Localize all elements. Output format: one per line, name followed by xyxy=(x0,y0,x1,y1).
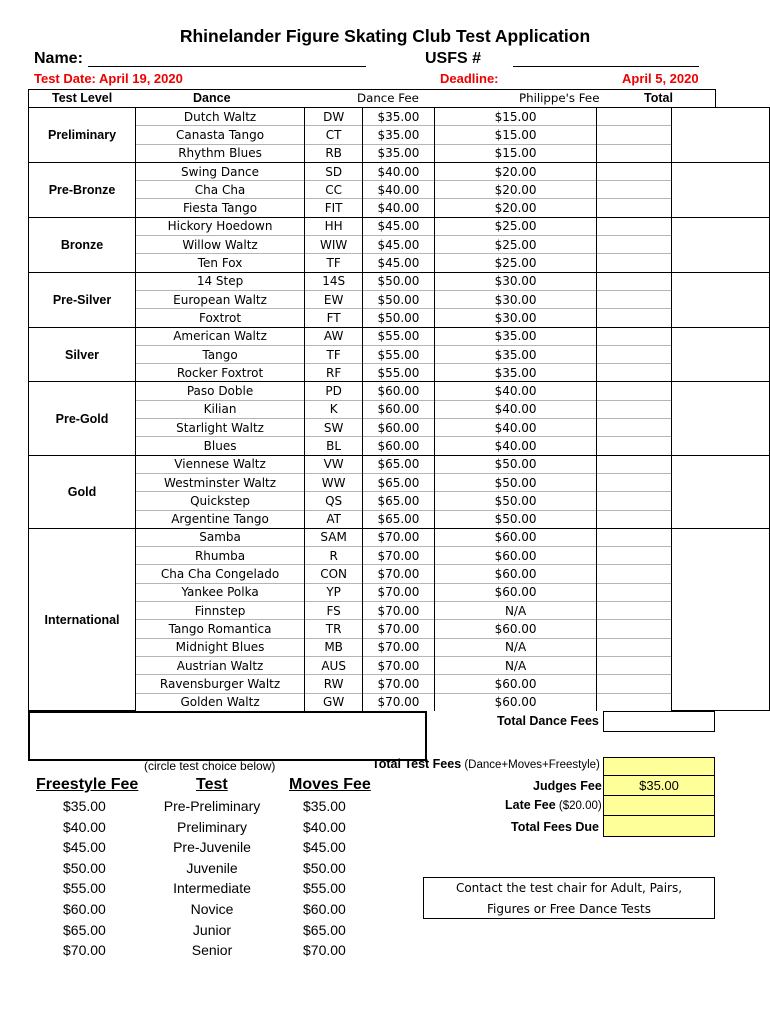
dance-code-cell: CT xyxy=(305,126,363,144)
circle-note: (circle test choice below) xyxy=(144,759,276,773)
table-row xyxy=(29,510,770,528)
level-total-cell[interactable] xyxy=(672,108,770,163)
checkbox-cell[interactable] xyxy=(597,345,672,363)
dance-code-cell: VW xyxy=(305,455,363,473)
dance-fee-cell: $40.00 xyxy=(363,181,434,199)
freestyle-fee-value: $50.00 xyxy=(63,859,106,876)
dance-name-cell: Blues xyxy=(136,437,305,455)
table-row xyxy=(29,492,770,510)
dance-code-cell: RB xyxy=(305,144,363,162)
test-level-cell: Preliminary xyxy=(29,108,136,163)
checkbox-cell[interactable] xyxy=(597,510,672,528)
dance-code-cell: GW xyxy=(305,693,363,711)
dance-code-cell: HH xyxy=(305,217,363,235)
philippe-fee-cell: $60.00 xyxy=(434,620,597,638)
table-row xyxy=(29,217,770,235)
dance-code-cell: SAM xyxy=(305,528,363,546)
freestyle-fee-header: Freestyle Fee xyxy=(36,776,139,793)
total-test-fees-field[interactable] xyxy=(603,757,715,777)
col-header-dance-fee: Dance Fee xyxy=(357,91,419,105)
dance-fee-cell: $70.00 xyxy=(363,693,434,711)
checkbox-cell[interactable] xyxy=(597,565,672,583)
total-fees-due-field[interactable] xyxy=(603,815,715,837)
dance-code-cell: RF xyxy=(305,364,363,382)
late-fee-text: Late Fee xyxy=(505,798,556,812)
table-row xyxy=(29,254,770,272)
dance-name-cell: Cha Cha Congelado xyxy=(136,565,305,583)
table-row xyxy=(29,290,770,308)
dance-fee-cell: $65.00 xyxy=(363,492,434,510)
philippe-fee-cell: $15.00 xyxy=(434,108,597,126)
usfs-field-line[interactable] xyxy=(513,66,699,67)
late-fee-note: ($20.00) xyxy=(555,800,602,812)
checkbox-cell[interactable] xyxy=(597,455,672,473)
philippe-fee-cell: $25.00 xyxy=(434,254,597,272)
dance-code-cell: 14S xyxy=(305,272,363,290)
philippe-fee-cell: $50.00 xyxy=(434,510,597,528)
contact-note-box xyxy=(423,877,715,919)
test-level-cell: Silver xyxy=(29,327,136,382)
test-choice[interactable]: Junior xyxy=(192,921,232,938)
dance-fee-cell: $35.00 xyxy=(363,144,434,162)
dance-name-cell: Fiesta Tango xyxy=(136,199,305,217)
checkbox-cell[interactable] xyxy=(597,181,672,199)
dance-code-cell: TF xyxy=(305,254,363,272)
dance-fee-cell: $70.00 xyxy=(363,547,434,565)
notes-box[interactable] xyxy=(28,711,427,761)
dance-fee-cell: $70.00 xyxy=(363,602,434,620)
philippe-fee-cell: N/A xyxy=(434,602,597,620)
dance-name-cell: Cha Cha xyxy=(136,181,305,199)
philippe-fee-cell: $60.00 xyxy=(434,675,597,693)
dance-name-cell: Rocker Foxtrot xyxy=(136,364,305,382)
deadline-label: Deadline: xyxy=(440,71,499,86)
col-header-total: Total xyxy=(644,91,673,105)
dance-code-cell: EW xyxy=(305,290,363,308)
table-row xyxy=(29,272,770,290)
table-row xyxy=(29,345,770,363)
level-total-cell[interactable] xyxy=(672,382,770,455)
table-row xyxy=(29,693,770,711)
philippe-fee-cell: $50.00 xyxy=(434,455,597,473)
usfs-label: USFS # xyxy=(425,50,482,67)
checkbox-cell[interactable] xyxy=(597,162,672,180)
table-row xyxy=(29,656,770,674)
dance-code-cell: AT xyxy=(305,510,363,528)
checkbox-cell[interactable] xyxy=(597,217,672,235)
philippe-fee-cell: $60.00 xyxy=(434,693,597,711)
checkbox-cell[interactable] xyxy=(597,309,672,327)
philippe-fee-cell: $15.00 xyxy=(434,126,597,144)
level-total-cell[interactable] xyxy=(672,455,770,528)
philippe-fee-cell: $60.00 xyxy=(434,528,597,546)
dance-code-cell: SW xyxy=(305,419,363,437)
dance-code-cell: MB xyxy=(305,638,363,656)
test-choice[interactable]: Preliminary xyxy=(176,818,247,835)
test-date: Test Date: April 19, 2020 xyxy=(34,71,183,86)
test-level-cell: Pre-Bronze xyxy=(29,162,136,217)
philippe-fee-cell: $40.00 xyxy=(434,419,597,437)
checkbox-cell[interactable] xyxy=(597,693,672,711)
dance-fee-cell: $50.00 xyxy=(363,272,434,290)
checkbox-cell[interactable] xyxy=(597,602,672,620)
dance-code-cell: R xyxy=(305,547,363,565)
dance-code-cell: BL xyxy=(305,437,363,455)
level-total-cell[interactable] xyxy=(672,528,770,710)
table-row xyxy=(29,455,770,473)
dance-code-cell: AW xyxy=(305,327,363,345)
checkbox-cell[interactable] xyxy=(597,492,672,510)
dance-name-cell: Rhumba xyxy=(136,547,305,565)
dance-name-cell: Midnight Blues xyxy=(136,638,305,656)
table-row xyxy=(29,400,770,418)
dance-name-cell: Canasta Tango xyxy=(136,126,305,144)
dance-fee-cell: $60.00 xyxy=(363,437,434,455)
freestyle-fee-value: $60.00 xyxy=(63,901,106,917)
dance-fee-cell: $55.00 xyxy=(363,327,434,345)
test-choice[interactable]: Senior xyxy=(191,942,233,959)
checkbox-cell[interactable] xyxy=(597,272,672,290)
checkbox-cell[interactable] xyxy=(597,144,672,162)
freestyle-fee-value: $40.00 xyxy=(63,818,106,835)
dance-fee-cell: $45.00 xyxy=(363,236,434,254)
dance-code-cell: RW xyxy=(305,675,363,693)
header-frame xyxy=(28,89,716,108)
moves-fee-value: $60.00 xyxy=(303,901,346,917)
dance-fee-cell: $50.00 xyxy=(363,290,434,308)
level-total-cell[interactable] xyxy=(672,327,770,382)
table-row xyxy=(29,108,770,126)
philippe-fee-cell: $40.00 xyxy=(434,382,597,400)
dance-fee-cell: $65.00 xyxy=(363,455,434,473)
total-fees-due-label: Total Fees Due xyxy=(511,820,599,834)
philippe-fee-cell: $50.00 xyxy=(434,473,597,491)
col-header-dance: Dance xyxy=(193,91,231,105)
philippe-fee-cell: $20.00 xyxy=(434,199,597,217)
table-row xyxy=(29,309,770,327)
dance-fee-cell: $70.00 xyxy=(363,528,434,546)
checkbox-cell[interactable] xyxy=(597,382,672,400)
dance-name-cell: American Waltz xyxy=(136,327,305,345)
table-row xyxy=(29,199,770,217)
dance-name-cell: Hickory Hoedown xyxy=(136,217,305,235)
dance-code-cell: YP xyxy=(305,583,363,601)
moves-fee-value: $35.00 xyxy=(303,798,346,814)
total-test-fees-label xyxy=(372,757,600,771)
dance-name-cell: Paso Doble xyxy=(136,382,305,400)
checkbox-cell[interactable] xyxy=(597,638,672,656)
freestyle-fee-value: $55.00 xyxy=(63,880,106,897)
checkbox-cell[interactable] xyxy=(597,675,672,693)
late-fee-field[interactable] xyxy=(603,795,715,816)
dance-fee-cell: $60.00 xyxy=(363,382,434,400)
dance-code-cell: FT xyxy=(305,309,363,327)
dance-name-cell: Golden Waltz xyxy=(136,693,305,711)
table-row xyxy=(29,528,770,546)
test-choice[interactable]: Novice xyxy=(190,901,234,917)
test-header: Test xyxy=(196,776,228,793)
test-level-cell: Bronze xyxy=(29,217,136,272)
total-test-fees-bold: Total Test Fees xyxy=(372,757,462,771)
test-level-cell: International xyxy=(29,528,136,710)
table-row xyxy=(29,437,770,455)
philippe-fee-cell: N/A xyxy=(434,656,597,674)
table-row xyxy=(29,126,770,144)
dance-code-cell: PD xyxy=(305,382,363,400)
dance-code-cell: WIW xyxy=(305,236,363,254)
dance-fee-cell: $65.00 xyxy=(363,510,434,528)
dance-code-cell: AUS xyxy=(305,656,363,674)
test-choice[interactable]: Juvenile xyxy=(186,859,238,876)
dance-fee-cell: $60.00 xyxy=(363,400,434,418)
checkbox-cell[interactable] xyxy=(597,547,672,565)
name-field-line[interactable] xyxy=(88,66,366,67)
table-row xyxy=(29,419,770,437)
checkbox-cell[interactable] xyxy=(597,419,672,437)
page-title: Rhinelander Figure Skating Club Test Application xyxy=(179,26,591,46)
dance-fee-cell: $70.00 xyxy=(363,620,434,638)
checkbox-cell[interactable] xyxy=(597,437,672,455)
dance-name-cell: Kilian xyxy=(136,400,305,418)
moves-fee-value: $70.00 xyxy=(303,942,346,959)
dance-name-cell: Rhythm Blues xyxy=(136,144,305,162)
table-row xyxy=(29,162,770,180)
dance-fee-cell: $45.00 xyxy=(363,254,434,272)
philippe-fee-cell: $50.00 xyxy=(434,492,597,510)
dance-name-cell: Willow Waltz xyxy=(136,236,305,254)
dance-fee-cell: $35.00 xyxy=(363,126,434,144)
col-header-test-level: Test Level xyxy=(52,91,113,105)
dance-name-cell: Starlight Waltz xyxy=(136,419,305,437)
contact-line-1: Contact the test chair for Adult, Pairs, xyxy=(455,881,683,895)
dance-name-cell: Austrian Waltz xyxy=(136,656,305,674)
dance-fee-cell: $65.00 xyxy=(363,473,434,491)
checkbox-cell[interactable] xyxy=(597,290,672,308)
dance-code-cell: CON xyxy=(305,565,363,583)
dance-fee-cell: $55.00 xyxy=(363,345,434,363)
judges-fee-label: Judges Fee xyxy=(533,779,602,793)
dance-code-cell: DW xyxy=(305,108,363,126)
dance-name-cell: Argentine Tango xyxy=(136,510,305,528)
level-total-cell[interactable] xyxy=(672,217,770,272)
dance-code-cell: CC xyxy=(305,181,363,199)
dance-name-cell: Dutch Waltz xyxy=(136,108,305,126)
philippe-fee-cell: $35.00 xyxy=(434,327,597,345)
philippe-fee-cell: $20.00 xyxy=(434,181,597,199)
dance-name-cell: Yankee Polka xyxy=(136,583,305,601)
checkbox-cell[interactable] xyxy=(597,528,672,546)
dance-name-cell: Tango Romantica xyxy=(136,620,305,638)
table-row xyxy=(29,602,770,620)
table-row xyxy=(29,473,770,491)
deadline-date: April 5, 2020 xyxy=(622,71,699,86)
level-total-cell[interactable] xyxy=(672,162,770,217)
dance-fee-cell: $70.00 xyxy=(363,565,434,583)
philippe-fee-cell: N/A xyxy=(434,638,597,656)
name-label: Name: xyxy=(34,50,83,67)
philippe-fee-cell: $60.00 xyxy=(434,583,597,601)
table-row xyxy=(29,144,770,162)
checkbox-cell[interactable] xyxy=(597,327,672,345)
table-row xyxy=(29,364,770,382)
freestyle-fee-value: $45.00 xyxy=(63,839,106,856)
philippe-fee-cell: $35.00 xyxy=(434,364,597,382)
dance-fee-cell: $35.00 xyxy=(363,108,434,126)
freestyle-fee-value: $35.00 xyxy=(63,798,106,814)
table-row xyxy=(29,181,770,199)
table-row xyxy=(29,236,770,254)
dance-code-cell: TR xyxy=(305,620,363,638)
philippe-fee-cell: $25.00 xyxy=(434,217,597,235)
moves-fee-value: $50.00 xyxy=(303,859,346,876)
dance-code-cell: QS xyxy=(305,492,363,510)
dance-fee-cell: $60.00 xyxy=(363,419,434,437)
dance-fee-cell: $70.00 xyxy=(363,583,434,601)
dance-code-cell: WW xyxy=(305,473,363,491)
total-test-fees-note: (Dance+Moves+Freestyle) xyxy=(461,759,600,771)
moves-fee-value: $45.00 xyxy=(303,839,346,856)
col-header-philippe-fee: Philippe's Fee xyxy=(519,91,600,105)
test-level-cell: Gold xyxy=(29,455,136,528)
table-row xyxy=(29,638,770,656)
dance-fee-table xyxy=(28,107,770,711)
checkbox-cell[interactable] xyxy=(597,620,672,638)
dance-name-cell: Finnstep xyxy=(136,602,305,620)
dance-name-cell: 14 Step xyxy=(136,272,305,290)
dance-name-cell: Ravensburger Waltz xyxy=(136,675,305,693)
philippe-fee-cell: $25.00 xyxy=(434,236,597,254)
dance-name-cell: Quickstep xyxy=(136,492,305,510)
dance-name-cell: Westminster Waltz xyxy=(136,473,305,491)
contact-line-2: Figures or Free Dance Tests xyxy=(487,902,651,916)
dance-code-cell: SD xyxy=(305,162,363,180)
dance-fee-cell: $70.00 xyxy=(363,675,434,693)
late-fee-label xyxy=(505,798,602,812)
checkbox-cell[interactable] xyxy=(597,400,672,418)
checkbox-cell[interactable] xyxy=(597,583,672,601)
philippe-fee-cell: $40.00 xyxy=(434,400,597,418)
test-choice[interactable]: Pre-Preliminary xyxy=(163,798,261,814)
dance-fee-cell: $40.00 xyxy=(363,199,434,217)
test-choice[interactable]: Pre-Juvenile xyxy=(173,839,251,856)
table-row xyxy=(29,327,770,345)
table-row xyxy=(29,620,770,638)
level-total-cell[interactable] xyxy=(672,272,770,327)
table-row xyxy=(29,675,770,693)
moves-fee-value: $40.00 xyxy=(303,818,346,835)
dance-code-cell: TF xyxy=(305,345,363,363)
philippe-fee-cell: $60.00 xyxy=(434,547,597,565)
dance-name-cell: Ten Fox xyxy=(136,254,305,272)
total-dance-fees-label: Total Dance Fees xyxy=(497,714,599,728)
dance-fee-cell: $70.00 xyxy=(363,656,434,674)
moves-fee-header: Moves Fee xyxy=(289,776,371,793)
test-level-cell: Pre-Gold xyxy=(29,382,136,455)
dance-name-cell: Swing Dance xyxy=(136,162,305,180)
table-row xyxy=(29,547,770,565)
dance-fee-cell: $70.00 xyxy=(363,638,434,656)
dance-fee-cell: $50.00 xyxy=(363,309,434,327)
table-row xyxy=(29,583,770,601)
dance-fee-cell: $40.00 xyxy=(363,162,434,180)
checkbox-cell[interactable] xyxy=(597,364,672,382)
dance-name-cell: Samba xyxy=(136,528,305,546)
table-row xyxy=(29,565,770,583)
test-choice[interactable]: Intermediate xyxy=(173,880,251,897)
checkbox-cell[interactable] xyxy=(597,199,672,217)
table-row xyxy=(29,382,770,400)
dance-name-cell: European Waltz xyxy=(136,290,305,308)
test-level-cell: Pre-Silver xyxy=(29,272,136,327)
philippe-fee-cell: $30.00 xyxy=(434,309,597,327)
philippe-fee-cell: $35.00 xyxy=(434,345,597,363)
dance-code-cell: FS xyxy=(305,602,363,620)
dance-name-cell: Tango xyxy=(136,345,305,363)
philippe-fee-cell: $15.00 xyxy=(434,144,597,162)
dance-name-cell: Viennese Waltz xyxy=(136,455,305,473)
dance-name-cell: Foxtrot xyxy=(136,309,305,327)
philippe-fee-cell: $20.00 xyxy=(434,162,597,180)
checkbox-cell[interactable] xyxy=(597,473,672,491)
moves-fee-value: $55.00 xyxy=(303,880,346,897)
checkbox-cell[interactable] xyxy=(597,656,672,674)
dance-fee-cell: $45.00 xyxy=(363,217,434,235)
freestyle-fee-value: $70.00 xyxy=(63,942,106,959)
judges-fee-value: $35.00 xyxy=(603,775,715,796)
checkbox-cell[interactable] xyxy=(597,108,672,126)
total-dance-fees-field[interactable] xyxy=(603,711,715,732)
checkbox-cell[interactable] xyxy=(597,236,672,254)
dance-code-cell: FIT xyxy=(305,199,363,217)
dance-fee-cell: $55.00 xyxy=(363,364,434,382)
checkbox-cell[interactable] xyxy=(597,126,672,144)
freestyle-fee-value: $65.00 xyxy=(63,921,106,938)
moves-fee-value: $65.00 xyxy=(303,921,346,938)
dance-code-cell: K xyxy=(305,400,363,418)
philippe-fee-cell: $40.00 xyxy=(434,437,597,455)
philippe-fee-cell: $30.00 xyxy=(434,272,597,290)
philippe-fee-cell: $60.00 xyxy=(434,565,597,583)
philippe-fee-cell: $30.00 xyxy=(434,290,597,308)
checkbox-cell[interactable] xyxy=(597,254,672,272)
